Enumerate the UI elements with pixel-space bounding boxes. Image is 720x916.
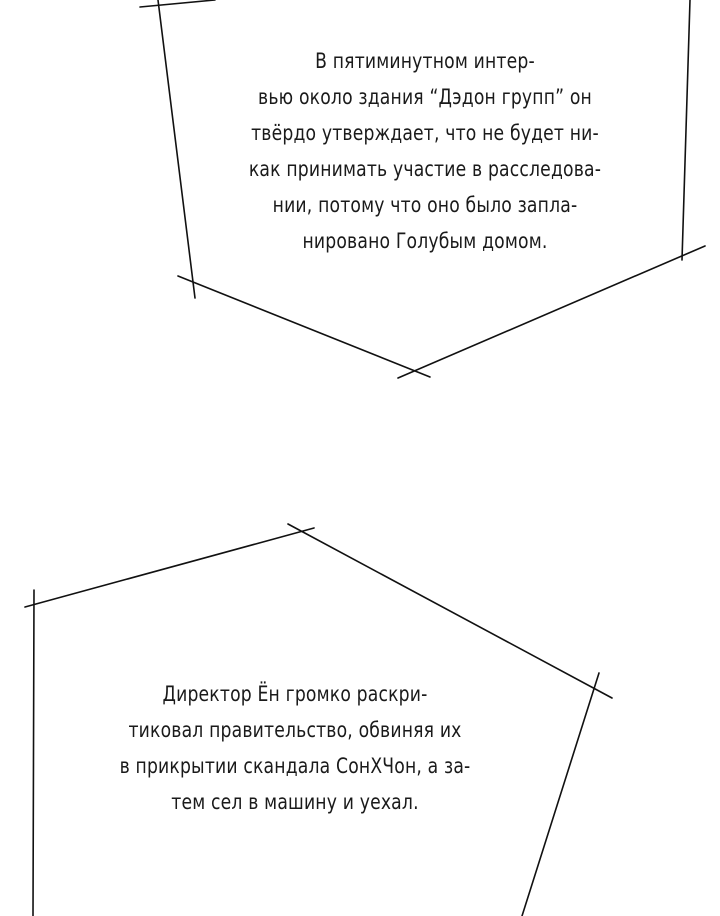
top-frame-edge-lower-right [398,246,705,378]
caption-bottom [102,676,487,820]
caption-top-line: В пятиминутном интер- [315,49,535,73]
caption-bottom-line: Директор Ён громко раскри- [162,682,428,706]
caption-top [232,43,617,259]
bottom-frame-edge-left [33,590,34,916]
bottom-frame-edge-upper-left [25,528,314,607]
bottom-frame-edge-right [522,673,599,916]
top-frame-edge-lower-left [178,276,430,377]
caption-top-line: нии, потому что оно было запла- [272,193,578,217]
caption-top-line: как принимать участие в расследова- [248,157,602,181]
caption-top-line: твёрдо утверждает, что не будет ни- [251,121,599,145]
caption-bottom-line: в прикрытии скандала СонХЧон, а за- [119,754,471,778]
top-frame-edge-right [682,0,690,260]
caption-top-line: вью около здания “Дэдон групп” он [258,85,592,109]
caption-bottom-line: тиковал правительство, обвиняя их [128,718,462,742]
caption-bottom-line: тем сел в машину и уехал. [171,790,419,814]
top-frame-edge-left [158,0,195,298]
bottom-frame-edge-upper-right [288,524,612,698]
caption-top-line: нировано Голубым домом. [302,229,548,253]
top-frame-edge-top [140,0,215,7]
